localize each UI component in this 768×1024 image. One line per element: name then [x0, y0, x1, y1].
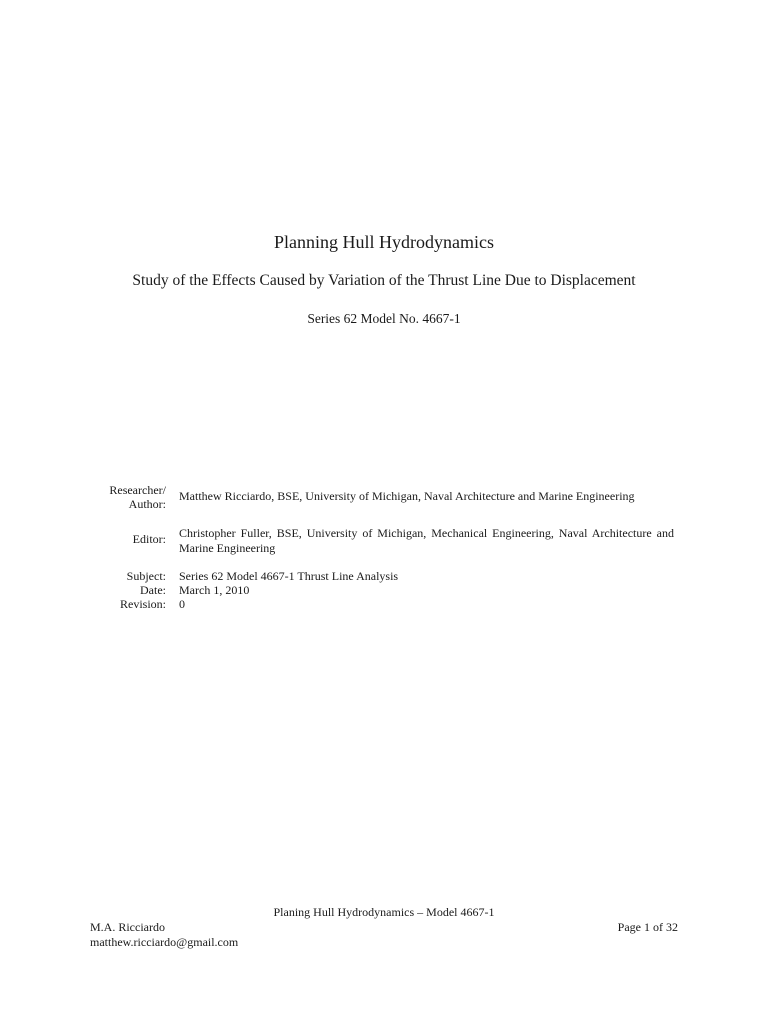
footer-author: M.A. Ricciardo: [90, 920, 165, 934]
date-value: March 1, 2010: [179, 583, 250, 597]
revision-value: 0: [179, 597, 185, 611]
document-subtitle: Study of the Effects Caused by Variation of the Thrust Line Due to Displacement: [132, 272, 636, 289]
revision-row: [90, 597, 674, 611]
researcher-label-line-1: Researcher/: [109, 483, 166, 497]
revision-label: Revision:: [119, 597, 166, 611]
researcher-label: [90, 483, 166, 511]
subject-label: Subject:: [126, 569, 166, 583]
subject-row: [90, 569, 674, 583]
researcher-label-line-2: Author:: [128, 497, 166, 511]
footer-email: matthew.ricciardo@gmail.com: [90, 935, 239, 949]
researcher-value: Matthew Ricciardo, BSE, University of Michigan, Naval Architecture and Marine Engineering: [179, 489, 635, 503]
document-title: Planning Hull Hydrodynamics: [274, 232, 494, 252]
date-row: [90, 583, 674, 597]
footer-author-block: [90, 920, 238, 950]
footer-running-title: Planing Hull Hydrodynamics – Model 4667-1: [273, 905, 495, 919]
editor-label: Editor:: [132, 532, 166, 546]
date-label: Date:: [140, 583, 166, 597]
footer-page-number: Page 1 of 32: [617, 920, 678, 934]
subject-value: Series 62 Model 4667-1 Thrust Line Analysis: [179, 569, 399, 583]
editor-value: Christopher Fuller, BSE, University of Michigan, Mechanical Engineering, Naval Architecture and Marine Engineering: [179, 526, 674, 555]
researcher-row: [90, 483, 674, 511]
model-number: Series 62 Model No. 4667-1: [307, 311, 461, 326]
editor-row: [90, 526, 674, 556]
